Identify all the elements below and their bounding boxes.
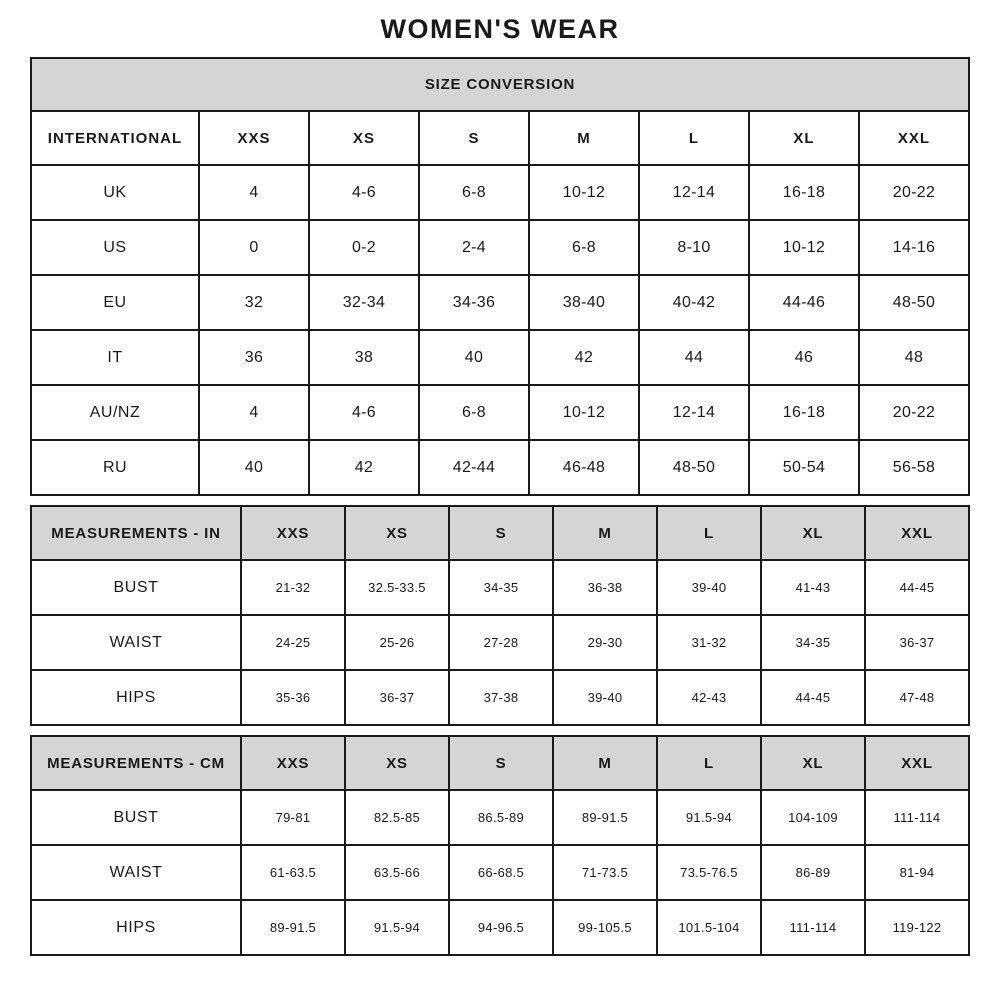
value-cell: 82.5-85 [345, 790, 449, 845]
table-row [31, 385, 969, 440]
size-header-cell: M [529, 111, 639, 165]
value-cell: 36-37 [345, 670, 449, 725]
value-cell: 10-12 [749, 220, 859, 275]
size-header-cell: XXS [241, 506, 345, 560]
table-row [31, 330, 969, 385]
value-cell: 34-36 [419, 275, 529, 330]
value-cell: 47-48 [865, 670, 969, 725]
row-label: BUST [31, 790, 241, 845]
size-header-cell: XXS [241, 736, 345, 790]
row-label: BUST [31, 560, 241, 615]
value-cell: 0-2 [309, 220, 419, 275]
size-conversion-title-row [31, 58, 969, 111]
row-label: RU [31, 440, 199, 495]
row-label: HIPS [31, 670, 241, 725]
row-label: WAIST [31, 615, 241, 670]
value-cell: 91.5-94 [657, 790, 761, 845]
value-cell: 4 [199, 385, 309, 440]
value-cell: 44-45 [865, 560, 969, 615]
value-cell: 24-25 [241, 615, 345, 670]
size-header-cell: XXL [865, 736, 969, 790]
value-cell: 4-6 [309, 385, 419, 440]
value-cell: 40-42 [639, 275, 749, 330]
table-row [31, 670, 969, 725]
value-cell: 36-38 [553, 560, 657, 615]
value-cell: 119-122 [865, 900, 969, 955]
table-row [31, 790, 969, 845]
page-title: WOMEN'S WEAR [380, 14, 620, 44]
value-cell: 37-38 [449, 670, 553, 725]
value-cell: 36 [199, 330, 309, 385]
value-cell: 99-105.5 [553, 900, 657, 955]
value-cell: 46 [749, 330, 859, 385]
table-row [31, 440, 969, 495]
size-header-cell: M [553, 736, 657, 790]
value-cell: 32.5-33.5 [345, 560, 449, 615]
value-cell: 63.5-66 [345, 845, 449, 900]
value-cell: 73.5-76.5 [657, 845, 761, 900]
table-row [31, 845, 969, 900]
value-cell: 12-14 [639, 165, 749, 220]
row-label: EU [31, 275, 199, 330]
value-cell: 29-30 [553, 615, 657, 670]
measurements-in-table [30, 505, 970, 726]
row-label: UK [31, 165, 199, 220]
table-row [31, 220, 969, 275]
value-cell: 16-18 [749, 165, 859, 220]
size-conversion-header-row [31, 111, 969, 165]
table-row [31, 165, 969, 220]
measurements-in-title: MEASUREMENTS - IN [31, 506, 241, 560]
size-header-cell: XXL [865, 506, 969, 560]
value-cell: 111-114 [865, 790, 969, 845]
value-cell: 42 [529, 330, 639, 385]
value-cell: 6-8 [529, 220, 639, 275]
value-cell: 89-91.5 [553, 790, 657, 845]
value-cell: 111-114 [761, 900, 865, 955]
size-header-cell: XL [761, 506, 865, 560]
row-label: IT [31, 330, 199, 385]
table-row [31, 560, 969, 615]
value-cell: 4 [199, 165, 309, 220]
value-cell: 20-22 [859, 165, 969, 220]
value-cell: 101.5-104 [657, 900, 761, 955]
value-cell: 104-109 [761, 790, 865, 845]
value-cell: 4-6 [309, 165, 419, 220]
value-cell: 2-4 [419, 220, 529, 275]
size-header-cell: XS [345, 736, 449, 790]
size-header-cell: S [419, 111, 529, 165]
size-conversion-title: SIZE CONVERSION [31, 58, 969, 111]
value-cell: 27-28 [449, 615, 553, 670]
value-cell: 38-40 [529, 275, 639, 330]
value-cell: 94-96.5 [449, 900, 553, 955]
value-cell: 25-26 [345, 615, 449, 670]
value-cell: 12-14 [639, 385, 749, 440]
value-cell: 42 [309, 440, 419, 495]
value-cell: 48-50 [859, 275, 969, 330]
measurements-cm-header-row [31, 736, 969, 790]
size-header-cell: S [449, 736, 553, 790]
value-cell: 44-46 [749, 275, 859, 330]
measurements-cm-title: MEASUREMENTS - CM [31, 736, 241, 790]
value-cell: 50-54 [749, 440, 859, 495]
value-cell: 32 [199, 275, 309, 330]
value-cell: 42-44 [419, 440, 529, 495]
value-cell: 35-36 [241, 670, 345, 725]
size-header-cell: XXS [199, 111, 309, 165]
table-row [31, 900, 969, 955]
value-cell: 46-48 [529, 440, 639, 495]
value-cell: 31-32 [657, 615, 761, 670]
table-row [31, 275, 969, 330]
value-cell: 56-58 [859, 440, 969, 495]
size-header-cell: XS [345, 506, 449, 560]
measurements-in-header-row [31, 506, 969, 560]
value-cell: 79-81 [241, 790, 345, 845]
size-header-cell: L [639, 111, 749, 165]
value-cell: 86.5-89 [449, 790, 553, 845]
size-header-cell: XS [309, 111, 419, 165]
value-cell: 48 [859, 330, 969, 385]
value-cell: 32-34 [309, 275, 419, 330]
row-label: US [31, 220, 199, 275]
value-cell: 42-43 [657, 670, 761, 725]
value-cell: 8-10 [639, 220, 749, 275]
size-conversion-table [30, 57, 970, 496]
value-cell: 86-89 [761, 845, 865, 900]
international-header: INTERNATIONAL [31, 111, 199, 165]
row-label: WAIST [31, 845, 241, 900]
size-header-cell: XL [761, 736, 865, 790]
value-cell: 48-50 [639, 440, 749, 495]
value-cell: 40 [419, 330, 529, 385]
value-cell: 44-45 [761, 670, 865, 725]
value-cell: 89-91.5 [241, 900, 345, 955]
value-cell: 36-37 [865, 615, 969, 670]
value-cell: 14-16 [859, 220, 969, 275]
value-cell: 16-18 [749, 385, 859, 440]
size-header-cell: XXL [859, 111, 969, 165]
value-cell: 61-63.5 [241, 845, 345, 900]
value-cell: 91.5-94 [345, 900, 449, 955]
measurements-cm-table [30, 735, 970, 956]
size-header-cell: L [657, 506, 761, 560]
value-cell: 38 [309, 330, 419, 385]
value-cell: 71-73.5 [553, 845, 657, 900]
value-cell: 21-32 [241, 560, 345, 615]
size-header-cell: XL [749, 111, 859, 165]
value-cell: 10-12 [529, 165, 639, 220]
value-cell: 81-94 [865, 845, 969, 900]
value-cell: 6-8 [419, 385, 529, 440]
value-cell: 20-22 [859, 385, 969, 440]
value-cell: 34-35 [449, 560, 553, 615]
value-cell: 39-40 [553, 670, 657, 725]
value-cell: 0 [199, 220, 309, 275]
value-cell: 44 [639, 330, 749, 385]
value-cell: 6-8 [419, 165, 529, 220]
value-cell: 34-35 [761, 615, 865, 670]
table-row [31, 615, 969, 670]
value-cell: 40 [199, 440, 309, 495]
size-header-cell: M [553, 506, 657, 560]
size-header-cell: S [449, 506, 553, 560]
value-cell: 39-40 [657, 560, 761, 615]
value-cell: 10-12 [529, 385, 639, 440]
row-label: HIPS [31, 900, 241, 955]
value-cell: 66-68.5 [449, 845, 553, 900]
row-label: AU/NZ [31, 385, 199, 440]
value-cell: 41-43 [761, 560, 865, 615]
size-header-cell: L [657, 736, 761, 790]
